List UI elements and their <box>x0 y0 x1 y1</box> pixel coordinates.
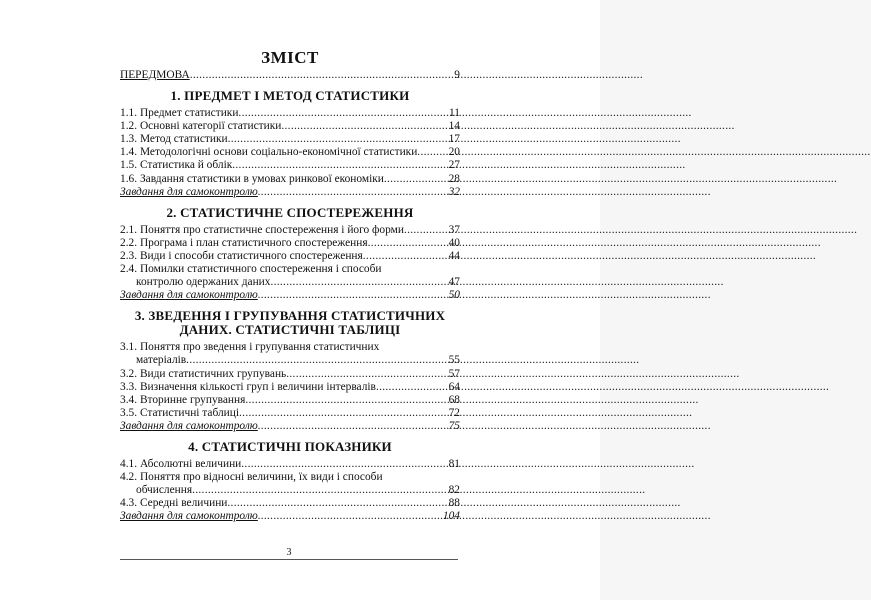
dot-leader <box>241 458 447 471</box>
toc-entry <box>120 224 460 237</box>
entry-label: Основні категорії статистики <box>139 120 282 133</box>
entry-label: Середні величини <box>139 497 228 510</box>
toc-entry <box>120 250 460 263</box>
toc-entry <box>120 368 460 381</box>
entry-page: 32 <box>448 185 460 198</box>
entry-label: Методологічні основи соціально-економічної статистики <box>139 146 418 159</box>
entry-page: 104 <box>442 510 460 523</box>
entry-page: 57 <box>448 367 460 380</box>
entry-page: 20 <box>448 146 460 159</box>
entry-number: 3.2. <box>120 367 140 380</box>
entry-label: Програма і план статистичного спостереження <box>139 236 368 249</box>
toc-entry <box>120 394 460 407</box>
entry-page: 50 <box>448 289 460 302</box>
dot-leader <box>258 420 448 433</box>
toc-entry-preface <box>120 69 460 82</box>
entry-number: 2.4. <box>120 263 140 276</box>
entry-label: Абсолютні величини <box>139 457 242 470</box>
entry-number: 3.1. <box>120 341 140 354</box>
entry-page: 37 <box>448 223 460 236</box>
entry-page: 64 <box>448 380 460 393</box>
dot-leader <box>227 497 447 510</box>
toc-entry <box>120 133 460 146</box>
chapter-heading-4: 4. СТАТИСТИЧНІ ПОКАЗНИКИ <box>188 438 392 454</box>
entry-page: 44 <box>448 249 460 262</box>
entry-label: Помилки статистичного спостереження і способи <box>139 263 382 276</box>
entry-label: Завдання для самоконтролю <box>120 185 258 198</box>
entry-number: 4.3. <box>120 497 140 510</box>
entry-page: 28 <box>448 172 460 185</box>
entry-label-continued: матеріалів <box>136 354 187 367</box>
toc-entry-tasks <box>120 186 460 199</box>
dot-leader <box>258 510 442 523</box>
dot-leader <box>238 107 448 120</box>
entry-page: 72 <box>448 406 460 419</box>
dot-leader <box>417 146 447 159</box>
dot-leader <box>192 484 448 497</box>
entry-page: 17 <box>448 133 460 146</box>
dot-leader <box>281 120 447 133</box>
entry-number: 1.4. <box>120 146 140 159</box>
toc-entry <box>120 146 460 159</box>
dot-leader <box>376 381 448 394</box>
dot-leader <box>228 133 448 146</box>
entry-page: 75 <box>448 419 460 432</box>
dot-leader <box>245 394 447 407</box>
entry-page: 68 <box>448 393 460 406</box>
entry-page: 14 <box>448 120 460 133</box>
entry-page: 88 <box>448 497 460 510</box>
entry-page: 81 <box>448 457 460 470</box>
entry-page: 27 <box>448 159 460 172</box>
entry-label: ПЕРЕДМОВА <box>120 69 190 81</box>
entry-number: 1.6. <box>120 172 140 185</box>
entry-label-continued: контролю одержаних даних <box>136 276 271 289</box>
entry-number: 2.3. <box>120 249 140 262</box>
entry-page: 82 <box>448 484 460 497</box>
entry-page: 55 <box>448 354 460 367</box>
dot-leader <box>363 250 448 263</box>
entry-label: Метод статистики <box>139 133 228 146</box>
toc-entry <box>120 159 460 172</box>
dot-leader <box>186 354 447 367</box>
entry-label: Види статистичних групувань <box>139 367 287 380</box>
toc-entry-tasks <box>120 420 460 433</box>
toc-entry <box>120 497 460 510</box>
entry-label: Поняття про статистичне спостереження і його форми <box>139 223 404 236</box>
entry-number: 2.1. <box>120 223 140 236</box>
toc-entry <box>120 381 460 394</box>
dot-leader <box>258 289 448 302</box>
entry-label: Вторинне групування <box>139 393 246 406</box>
entry-number: 4.1. <box>120 457 140 470</box>
entry-number: 1.5. <box>120 159 140 172</box>
dot-leader <box>384 173 448 186</box>
entry-page: 11 <box>449 107 460 120</box>
table-of-contents <box>120 48 460 523</box>
dot-leader <box>190 69 454 82</box>
entry-number: 2.2. <box>120 236 140 249</box>
toc-entry <box>120 407 460 420</box>
toc-entry <box>120 120 460 133</box>
entry-label: Предмет статистики <box>139 107 239 120</box>
entry-number: 1.2. <box>120 120 140 133</box>
entry-page: 47 <box>448 276 460 289</box>
toc-title: ЗМІСТ <box>261 48 319 67</box>
chapter-heading-2: 2. СТАТИСТИЧНЕ СПОСТЕРЕЖЕННЯ <box>166 204 414 220</box>
entry-label: Статистика й облік <box>139 159 233 172</box>
entry-number: 1.3. <box>120 133 140 146</box>
entry-number: 3.5. <box>120 406 140 419</box>
entry-label: Види і способи статистичного спостереження <box>139 249 363 262</box>
entry-label: Поняття про відносні величини, їх види і способи <box>139 471 383 484</box>
dot-leader <box>368 237 448 250</box>
entry-label: Завдання для самоконтролю <box>120 510 258 523</box>
page-number: 3 <box>120 547 458 558</box>
entry-page: 9 <box>454 69 460 81</box>
toc-entry <box>120 237 460 250</box>
toc-entry-tasks <box>120 510 460 523</box>
entry-label: Статистичні таблиці <box>139 406 240 419</box>
toc-entry-multiline <box>120 471 460 497</box>
dot-leader <box>232 159 447 172</box>
toc-entry-multiline <box>120 341 460 367</box>
toc-entry <box>120 458 460 471</box>
dot-leader <box>286 368 447 381</box>
entry-label: Визначення кількості груп і величини інтервалів <box>139 380 376 393</box>
dot-leader <box>258 186 448 199</box>
chapter-heading-3: 3. ЗВЕДЕННЯ І ГРУПУВАННЯ СТАТИСТИЧНИХ ДАНИХ. СТАТИСТИЧНІ ТАБЛИЦІ <box>134 308 446 338</box>
entry-number: 3.3. <box>120 380 140 393</box>
toc-entry <box>120 107 460 120</box>
toc-entry-multiline <box>120 263 460 289</box>
toc-entry-tasks <box>120 289 460 302</box>
entry-number: 3.4. <box>120 393 140 406</box>
chapter-heading-1: 1. ПРЕДМЕТ І МЕТОД СТАТИСТИКИ <box>170 88 410 104</box>
entry-number: 4.2. <box>120 471 140 484</box>
entry-label: Завдання для самоконтролю <box>120 289 258 302</box>
entry-number: 1.1. <box>120 107 140 120</box>
dot-leader <box>270 276 447 289</box>
entry-page: 40 <box>448 236 460 249</box>
entry-label: Поняття про зведення і групування статистичних <box>139 341 380 354</box>
dot-leader <box>239 407 448 420</box>
toc-entry <box>120 173 460 186</box>
footer-rule <box>120 559 458 560</box>
entry-label-continued: обчислення <box>136 484 193 497</box>
entry-label: Завдання статистики в умовах ринкової економіки <box>139 172 384 185</box>
dot-leader <box>404 224 448 237</box>
entry-label: Завдання для самоконтролю <box>120 419 258 432</box>
